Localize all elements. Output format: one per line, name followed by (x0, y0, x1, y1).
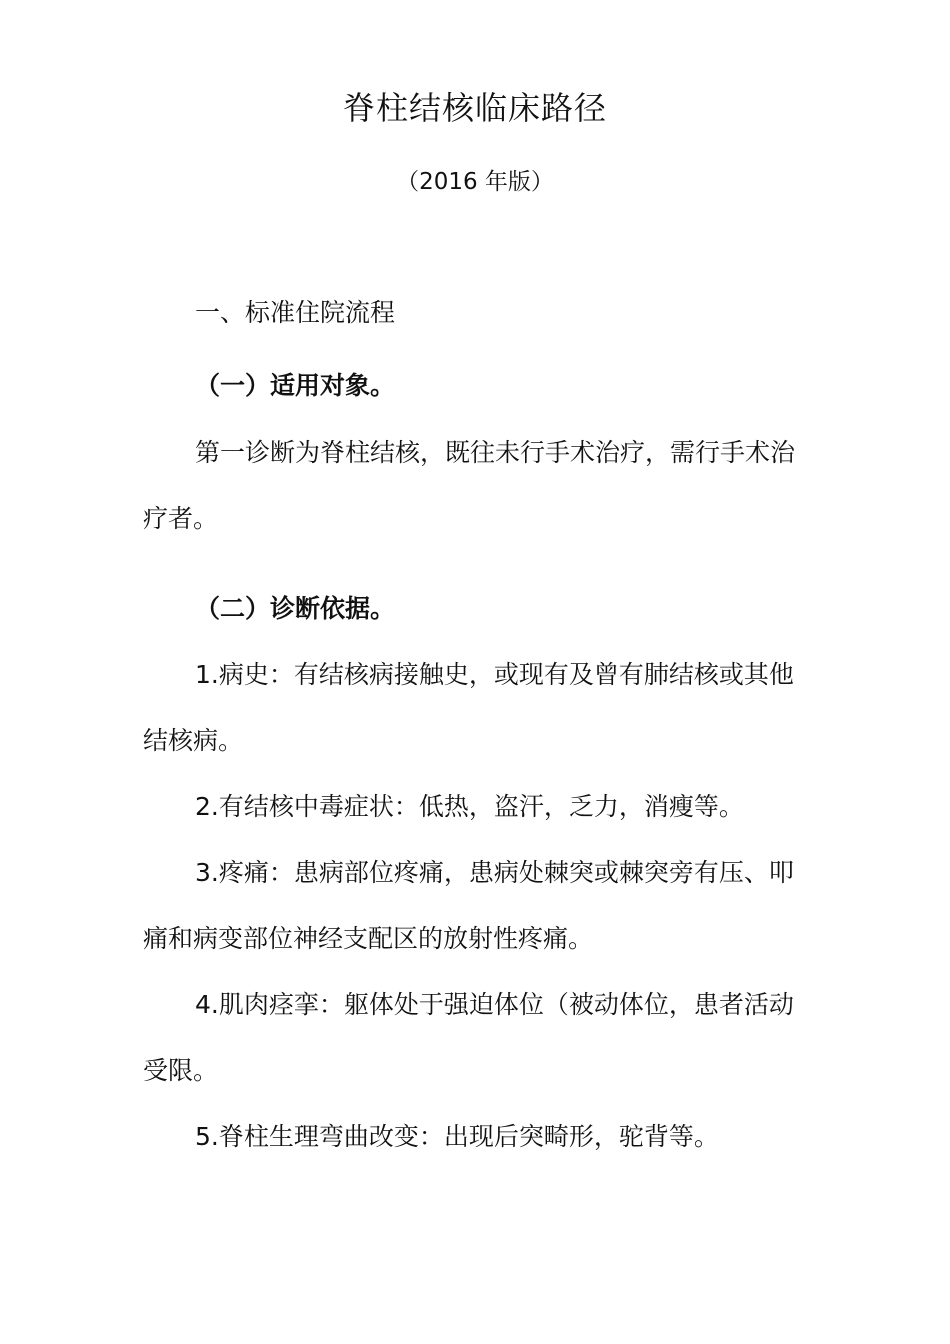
document-subtitle: （2016 年版） (396, 169, 554, 195)
subsection-heading-diagnosis-basis: （二）诊断依据。 (195, 594, 396, 623)
subsection-heading-applicable-object: （一）适用对象。 (195, 371, 396, 400)
list-item-line: 4.肌肉痉挛：躯体处于强迫体位（被动体位，患者活动 (195, 990, 794, 1019)
section-heading: 一、标准住院流程 (195, 298, 396, 327)
list-item-line: 痛和病变部位神经支配区的放射性疼痛。 (143, 924, 594, 953)
document-title: 脊柱结核临床路径 (342, 89, 607, 127)
list-item-line: 3.疼痛：患病部位疼痛，患病处棘突或棘突旁有压、叩 (195, 858, 794, 887)
list-item-line: 1.病史：有结核病接触史，或现有及曾有肺结核或其他 (195, 660, 794, 689)
list-item-line: 结核病。 (143, 726, 244, 755)
list-item-line: 受限。 (143, 1056, 219, 1085)
list-item-line: 2.有结核中毒症状：低热，盗汗，乏力，消瘦等。 (195, 792, 744, 821)
list-item-line: 5.脊柱生理弯曲改变：出现后突畸形，驼背等。 (195, 1122, 719, 1151)
paragraph-line: 疗者。 (143, 504, 219, 533)
paragraph-line: 第一诊断为脊柱结核，既往未行手术治疗，需行手术治 (195, 438, 796, 467)
